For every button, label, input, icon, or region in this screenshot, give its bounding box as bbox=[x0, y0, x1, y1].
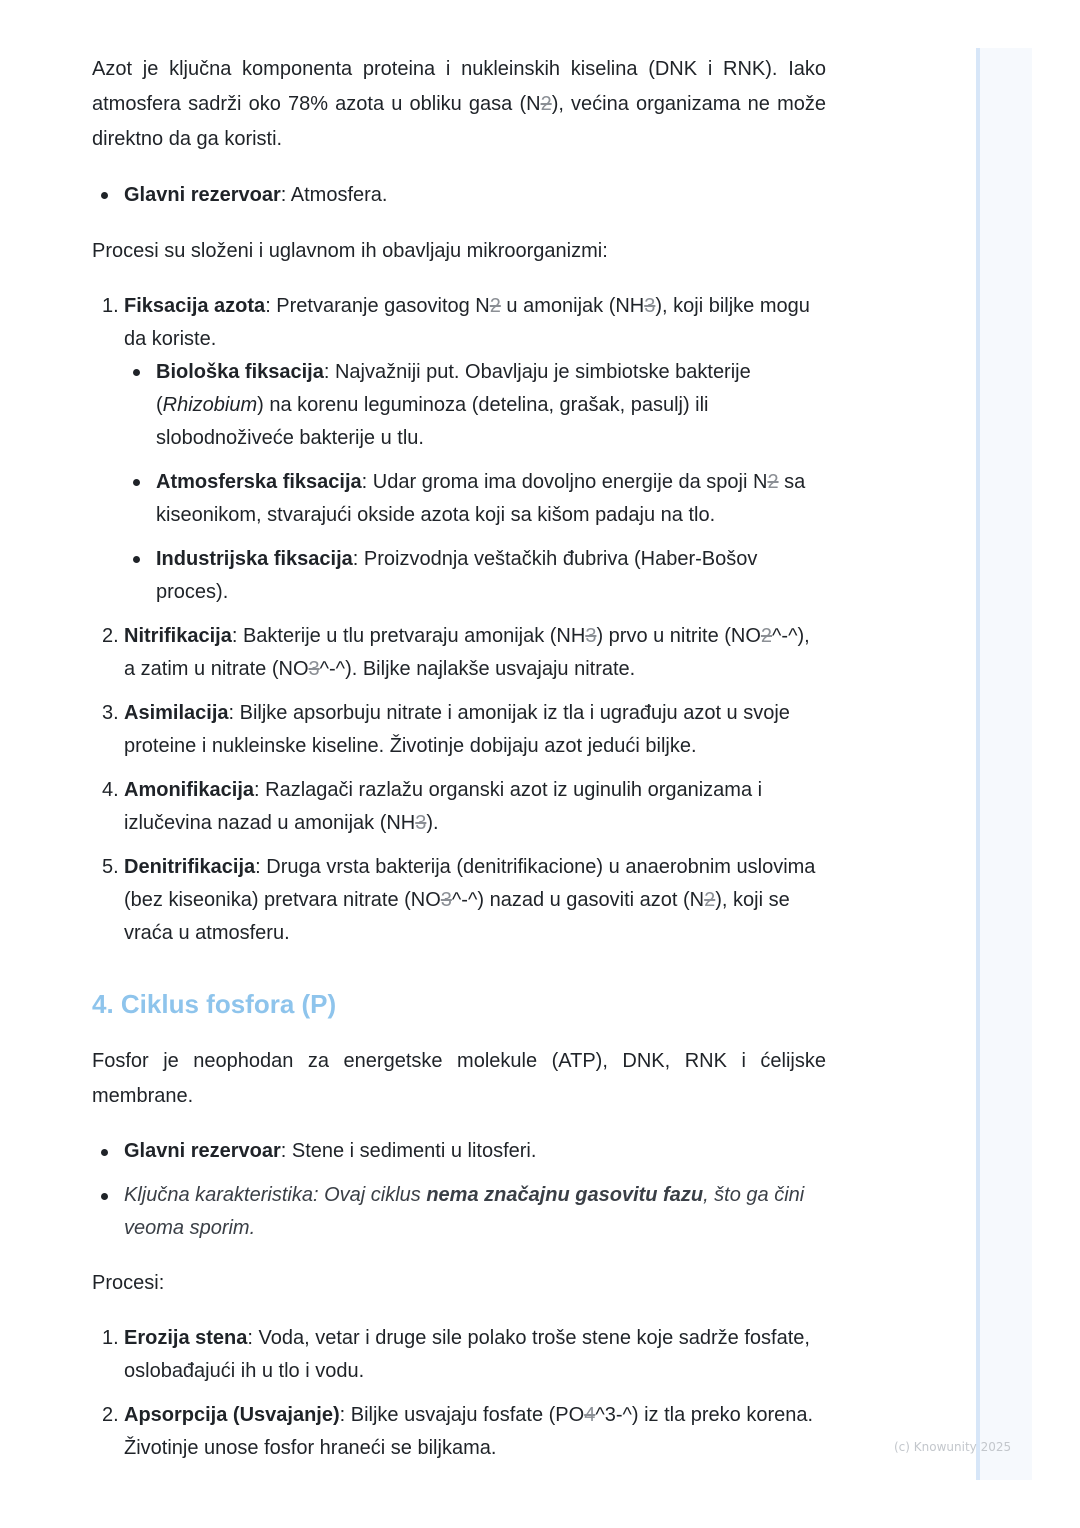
bold-label: Asimilacija bbox=[124, 702, 229, 724]
text: : Stene i sedimenti u litosferi. bbox=[280, 1140, 537, 1162]
item-number: 1. bbox=[102, 1327, 119, 1349]
fixation-sublist bbox=[124, 356, 826, 609]
text: ), koji se vraća u atmosferu. bbox=[124, 889, 790, 944]
list-item bbox=[92, 290, 826, 609]
text: Azot je ključna komponenta proteina i nukleinskih kiselina (DNK i RNK). Iako atmosfera sadrži oko 78% azota u obliku gasa (N bbox=[92, 58, 826, 115]
italic-text: , što ga čini veoma sporim. bbox=[124, 1184, 805, 1239]
side-panel bbox=[976, 48, 1032, 1480]
bold-label: Glavni rezervoar bbox=[124, 184, 281, 206]
text: ), koji biljke mogu da koriste. bbox=[124, 295, 810, 350]
text: : Voda, vetar i druge sile polako troše stene koje sadrže fosfate, oslobađajući ih u tlo i vodu. bbox=[124, 1327, 810, 1382]
item-number: 4. bbox=[102, 779, 119, 801]
italic-text: Ključna karakteristika: Ovaj ciklus bbox=[124, 1184, 427, 1206]
text: : Biljke usvajaju fosfate (PO bbox=[339, 1404, 585, 1426]
subscript-strike: 4 bbox=[584, 1404, 596, 1426]
subscript-strike: 2 bbox=[489, 295, 501, 317]
subscript-strike: 3 bbox=[585, 625, 597, 647]
list-item bbox=[92, 178, 826, 213]
text: : Udar groma ima dovoljno energije da spoji N bbox=[361, 471, 768, 493]
list-item bbox=[124, 466, 826, 532]
text: ), većina organizama ne može direktno da ga koristi. bbox=[92, 93, 826, 150]
item-number: 3. bbox=[102, 702, 119, 724]
item-number: 2. bbox=[102, 1404, 119, 1426]
list-item bbox=[92, 774, 826, 840]
text: u amonijak (NH bbox=[500, 295, 645, 317]
item-number: 2. bbox=[102, 625, 119, 647]
bold-label: Nitrifikacija bbox=[124, 625, 232, 647]
nitrogen-reservoir-list bbox=[92, 178, 826, 213]
list-item bbox=[92, 1322, 826, 1388]
phosphorus-info-list bbox=[92, 1135, 826, 1245]
phosphorus-intro-paragraph: Fosfor je neophodan za energetske molekule (ATP), DNK, RNK i ćelijske membrane. bbox=[92, 1050, 826, 1107]
bold-label: Erozija stena bbox=[124, 1327, 248, 1349]
subscript-strike: 2 bbox=[704, 889, 716, 911]
item-number: 5. bbox=[102, 856, 119, 878]
text: ). bbox=[426, 812, 439, 834]
document-body bbox=[92, 52, 826, 1476]
bold-label: Glavni rezervoar bbox=[124, 1140, 281, 1162]
section-heading: 4. Ciklus fosfora (P) bbox=[92, 989, 337, 1019]
list-item bbox=[124, 356, 826, 455]
text: : Pretvaranje gasovitog N bbox=[265, 295, 490, 317]
bold-label: Atmosferska fiksacija bbox=[156, 471, 362, 493]
text: : Druga vrsta bakterija (denitrifikacione) u anaerobnim uslovima (bez kiseonika) pretvara nitrate (NO bbox=[124, 856, 816, 911]
list-item bbox=[92, 851, 826, 950]
processes-label: Procesi: bbox=[92, 1272, 165, 1294]
text: : Razlagači razlažu organski azot iz uginulih organizama i izlučevina nazad u amonijak (NH bbox=[124, 779, 763, 834]
list-item bbox=[92, 1399, 826, 1465]
bold-label: Fiksacija azota bbox=[124, 295, 266, 317]
phosphorus-processes-list bbox=[92, 1322, 826, 1465]
list-item bbox=[92, 1179, 826, 1245]
list-item bbox=[92, 1135, 826, 1168]
nitrogen-intro-paragraph bbox=[92, 52, 826, 157]
text: ) prvo u nitrite (NO bbox=[596, 625, 761, 647]
text: ^3-^) iz tla preko korena. Životinje unose fosfor hraneći se biljkama. bbox=[124, 1404, 814, 1459]
subscript-strike: 2 bbox=[767, 471, 779, 493]
text: ^-^), a zatim u nitrate (NO bbox=[124, 625, 810, 680]
text: : Bakterije u tlu pretvaraju amonijak (NH bbox=[231, 625, 586, 647]
bold-label: Industrijska fiksacija bbox=[156, 548, 353, 570]
text: : Biljke apsorbuju nitrate i amonijak iz tla i ugrađuju azot u svoje proteine i nukleinske kiseline. Životinje dobijaju azot jedući biljke. bbox=[124, 702, 790, 757]
text: : Proizvodnja veštačkih đubriva (Haber-Bošov proces). bbox=[156, 548, 758, 603]
processes-intro: Procesi su složeni i uglavnom ih obavljaju mikroorganizmi: bbox=[92, 240, 608, 262]
subscript-strike: 3 bbox=[415, 812, 427, 834]
nitrogen-processes-list bbox=[92, 290, 826, 950]
subscript-strike: 3 bbox=[440, 889, 452, 911]
text: sa kiseonikom, stvarajući okside azota koji sa kišom padaju na tlo. bbox=[156, 471, 806, 526]
text: ) na korenu leguminoza (detelina, grašak, pasulj) ili slobodnoživeće bakterije u tlu. bbox=[156, 394, 709, 449]
watermark: (c) Knowunity 2025 bbox=[894, 1440, 1012, 1454]
bold-label: Apsorpcija (Usvajanje) bbox=[124, 1404, 340, 1426]
italic-text: Rhizobium bbox=[162, 394, 258, 416]
bold-italic-text: nema značajnu gasovitu fazu bbox=[426, 1184, 704, 1206]
list-item bbox=[124, 543, 826, 609]
list-item bbox=[92, 620, 826, 686]
text: ^-^) nazad u gasoviti azot (N bbox=[451, 889, 705, 911]
bold-label: Amonifikacija bbox=[124, 779, 255, 801]
bold-label: Biološka fiksacija bbox=[156, 361, 324, 383]
subscript-strike: 2 bbox=[760, 625, 773, 647]
text: : Najvažniji put. Obavljaju je simbiotske bakterije ( bbox=[156, 361, 751, 416]
list-item bbox=[92, 697, 826, 763]
text: : Atmosfera. bbox=[280, 184, 388, 206]
text: ^-^). Biljke najlakše usvajaju nitrate. bbox=[319, 658, 636, 680]
subscript-strike: 3 bbox=[308, 658, 320, 680]
bold-label: Denitrifikacija bbox=[124, 856, 256, 878]
item-number: 1. bbox=[102, 295, 119, 317]
subscript-strike: 2 bbox=[540, 93, 552, 115]
subscript-strike: 3 bbox=[644, 295, 656, 317]
